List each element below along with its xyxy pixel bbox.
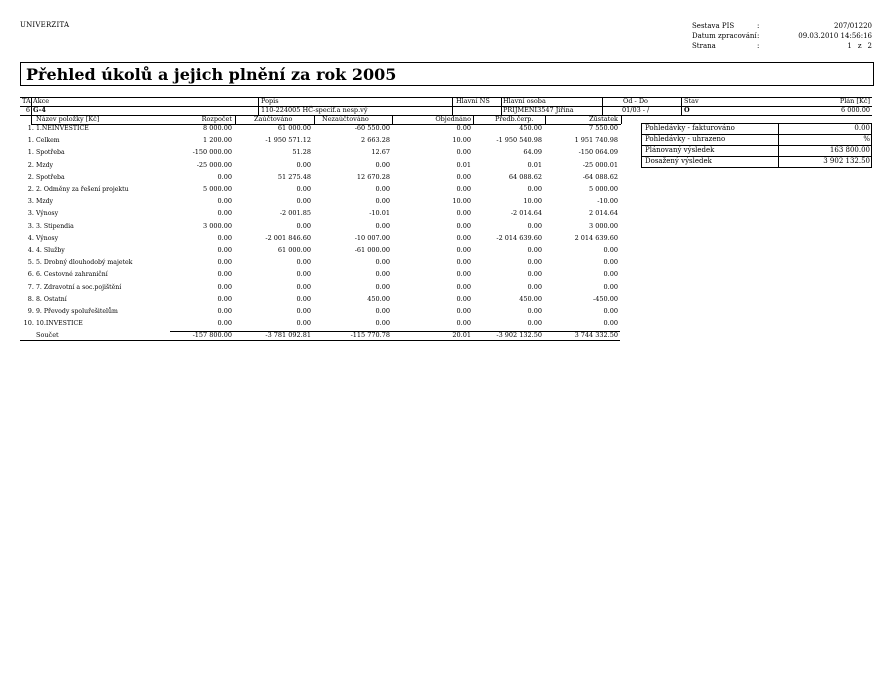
- posted-value: 0.00: [296, 185, 311, 193]
- unposted-value: 0.00: [375, 270, 390, 279]
- ordered-value: 0.00: [456, 148, 471, 157]
- cell-popis: 110-224005 HČ-specif.a nesp.vý: [261, 106, 368, 114]
- posted-value: -2 001.85: [279, 209, 311, 218]
- prelim-value: 450.00: [519, 124, 542, 132]
- col-header-od-do: Od - Do: [623, 97, 648, 105]
- item-name: 1.NEINVESTICE: [36, 125, 89, 132]
- page-of: z: [857, 42, 862, 50]
- ordered-value: 0.00: [456, 124, 471, 132]
- unposted-value: 0.00: [375, 258, 390, 267]
- ordered-value: 0.00: [456, 246, 471, 254]
- row-number: 5.: [27, 258, 34, 267]
- row-number: 6.: [27, 270, 34, 279]
- row-number: 10.: [23, 319, 34, 328]
- col-header-ta: TA: [22, 97, 31, 105]
- prelim-value: -2 014 639.60: [496, 233, 542, 242]
- summary-value: %: [863, 135, 870, 143]
- posted-value: -2 001 846.60: [265, 233, 311, 242]
- balance-value: 0.00: [603, 246, 618, 254]
- item-name: Mzdy: [36, 161, 54, 169]
- item-name: Mzdy: [36, 198, 54, 206]
- item-name: 5. Drobný dlouhodobý majetek: [36, 259, 133, 267]
- meta-label: Strana: [692, 42, 716, 50]
- unposted-value: -60 550.00: [354, 124, 390, 132]
- prelim-value: 0.00: [527, 319, 542, 328]
- prelim-value: 0.00: [527, 307, 542, 315]
- prelim-value: -2 014.64: [510, 209, 542, 218]
- unposted-value: 0.00: [375, 185, 390, 193]
- prelim-value: 0.00: [527, 282, 542, 291]
- ordered-value: 0.00: [456, 319, 471, 328]
- posted-value: 0.00: [296, 197, 311, 206]
- unposted-value: 12.67: [371, 148, 390, 157]
- col-header-nazev: Název položky [Kč]: [36, 115, 100, 123]
- ordered-value: 0.00: [456, 282, 471, 291]
- col-header-predb-cerp: Předb.čerp.: [495, 115, 534, 123]
- unposted-value: -61 000.00: [354, 246, 390, 254]
- budget-value: -150 000.00: [192, 148, 232, 157]
- budget-value: 0.00: [217, 197, 232, 206]
- prelim-value: -1 950 540.98: [496, 136, 542, 145]
- item-name: 7. Zdravotní a soc.pojištění: [36, 283, 122, 291]
- cell-od-do: 01/03 - /: [622, 106, 650, 114]
- meta-value: 207/01220: [834, 22, 872, 30]
- col-header-rozpocet: Rozpočet: [201, 115, 232, 123]
- posted-value: 61 000.00: [277, 246, 311, 254]
- prelim-value: 0.00: [527, 270, 542, 279]
- budget-value: 0.00: [217, 307, 232, 315]
- budget-value: 0.00: [217, 319, 232, 328]
- row-number: 2.: [27, 160, 34, 169]
- col-header-hlavni-ns: Hlavní NS: [456, 97, 490, 105]
- balance-value: 0.00: [603, 270, 618, 279]
- posted-value: 51 275.48: [277, 172, 311, 181]
- col-header-hlavni-osoba: Hlavní osoba: [503, 97, 546, 105]
- prelim-value: 0.00: [527, 221, 542, 230]
- row-number: 4.: [27, 233, 34, 242]
- summary-value: 163 800.00: [829, 146, 870, 154]
- col-header-plan: Plán [Kč]: [839, 97, 870, 105]
- item-name: 9. Převody spoluřešitelům: [36, 308, 118, 315]
- balance-value: 1 951 740.98: [574, 136, 618, 145]
- row-number: 3.: [27, 209, 34, 218]
- meta-row-report: [692, 21, 872, 31]
- total-label: Součet: [36, 331, 59, 339]
- prelim-value: 0.00: [527, 246, 542, 254]
- row-number: 7.: [27, 282, 34, 291]
- cell-hlavni-osoba: PRIJMENI3547 Jiřina: [503, 106, 574, 114]
- total-zauctovano: -3 781 092.81: [265, 331, 311, 339]
- prelim-value: 450.00: [519, 294, 542, 303]
- item-name: 8. Ostatní: [36, 295, 67, 303]
- unposted-value: -10.01: [369, 209, 390, 218]
- unposted-value: 0.00: [375, 160, 390, 169]
- ordered-value: 0.00: [456, 270, 471, 279]
- row-number: 2.: [27, 185, 34, 193]
- item-name: Výnosy: [36, 234, 59, 242]
- row-number: 4.: [27, 246, 34, 254]
- ordered-value: 0.01: [456, 160, 471, 169]
- row-number: 9.: [27, 307, 34, 315]
- budget-value: 0.00: [217, 294, 232, 303]
- item-name: 10.INVESTICE: [36, 320, 83, 328]
- balance-value: -450.00: [593, 294, 618, 303]
- summary-label: Pohledávky - fakturováno: [645, 124, 735, 132]
- budget-value: 3 000.00: [203, 221, 232, 230]
- posted-value: 0.00: [296, 160, 311, 169]
- report-meta: [692, 21, 872, 51]
- row-number: 1.: [27, 136, 34, 145]
- posted-value: -1 950 571.12: [265, 136, 311, 145]
- item-name: Spotřeba: [36, 149, 65, 157]
- unposted-value: -10 007.00: [354, 233, 390, 242]
- row-number: 8.: [27, 294, 34, 303]
- balance-value: 5 000.00: [589, 185, 618, 193]
- summary-value: 3 902 132.50: [823, 157, 870, 165]
- col-header-zustatek: Zůstatek: [589, 115, 618, 123]
- posted-value: 0.00: [296, 294, 311, 303]
- balance-value: 2 014 639.60: [574, 233, 618, 242]
- ordered-value: 0.00: [456, 258, 471, 267]
- unposted-value: 0.00: [375, 282, 390, 291]
- budget-value: -25 000.00: [196, 160, 232, 169]
- col-header-akce: Akce: [33, 97, 50, 105]
- summary-label: Dosažený výsledek: [645, 157, 712, 165]
- unposted-value: 2 663.28: [361, 136, 390, 145]
- ordered-value: 0.00: [456, 294, 471, 303]
- budget-value: 0.00: [217, 270, 232, 279]
- total-nezauctovano: -115 770.78: [350, 331, 390, 339]
- balance-value: 0.00: [603, 319, 618, 328]
- posted-value: 0.00: [296, 282, 311, 291]
- posted-value: 0.00: [296, 258, 311, 267]
- ordered-value: 0.00: [456, 233, 471, 242]
- cell-stav: O: [684, 106, 690, 114]
- ordered-value: 0.00: [456, 185, 471, 193]
- row-number: 1.: [27, 124, 34, 132]
- cell-akce: G-4: [33, 106, 46, 114]
- meta-value: 09.03.2010 14:56:16: [798, 32, 872, 40]
- row-number: 1.: [27, 148, 34, 157]
- balance-value: -25 000.01: [582, 160, 618, 169]
- ordered-value: 10.00: [452, 136, 471, 145]
- posted-value: 0.00: [296, 221, 311, 230]
- budget-value: 1 200.00: [203, 136, 232, 145]
- page-total: 2: [867, 42, 872, 50]
- item-name: 6. Cestovné zahraniční: [36, 271, 108, 279]
- col-header-zauctovano: Zaúčtováno: [254, 115, 293, 123]
- prelim-value: 0.00: [527, 185, 542, 193]
- unposted-value: 0.00: [375, 307, 390, 315]
- item-name: Celkem: [36, 137, 60, 145]
- unposted-value: 0.00: [375, 197, 390, 206]
- organization-name: UNIVERZITA: [20, 21, 70, 29]
- row-number: 2.: [27, 172, 34, 181]
- meta-label: Datum zpracování: [692, 32, 757, 40]
- meta-label: Sestava PIS: [692, 22, 735, 30]
- budget-value: 0.00: [217, 209, 232, 218]
- ordered-value: 10.00: [452, 197, 471, 206]
- title-box: [20, 62, 874, 86]
- cell-ta: 6: [25, 106, 30, 114]
- budget-value: 0.00: [217, 258, 232, 267]
- meta-row-date: [692, 31, 872, 41]
- summary-label: Plánovaný výsledek: [645, 146, 715, 154]
- col-header-objednano: Objednáno: [435, 115, 471, 123]
- budget-value: 0.00: [217, 233, 232, 242]
- prelim-value: 0.00: [527, 258, 542, 267]
- item-name: 4. Služby: [36, 247, 65, 254]
- balance-value: 2 014.64: [589, 209, 618, 218]
- unposted-value: 12 670.28: [356, 172, 390, 181]
- balance-value: 0.00: [603, 307, 618, 315]
- posted-value: 0.00: [296, 319, 311, 328]
- posted-value: 61 000.00: [277, 124, 311, 132]
- page-title: Přehled úkolů a jejich plnění za rok 2005: [26, 65, 397, 84]
- budget-value: 8 000.00: [203, 124, 232, 132]
- total-objednano: 20.01: [452, 331, 471, 339]
- row-number: 3.: [27, 221, 34, 230]
- item-name: Spotřeba: [36, 173, 65, 181]
- balance-value: -10.00: [597, 197, 618, 206]
- page-numbers: [781, 41, 872, 51]
- item-name: 2. Odměny za řešení projektu: [36, 186, 129, 193]
- prelim-value: 0.01: [527, 160, 542, 169]
- balance-value: 0.00: [603, 258, 618, 267]
- budget-value: 0.00: [217, 246, 232, 254]
- meta-sep: :: [757, 42, 760, 50]
- ordered-value: 0.00: [456, 172, 471, 181]
- ordered-value: 0.00: [456, 221, 471, 230]
- balance-value: 3 000.00: [589, 221, 618, 230]
- budget-value: 5 000.00: [203, 185, 232, 193]
- balance-value: -150 064.09: [578, 148, 618, 157]
- ordered-value: 0.00: [456, 307, 471, 315]
- row-number: 3.: [27, 197, 34, 206]
- prelim-value: 64 088.62: [508, 172, 542, 181]
- summary-value: 0.00: [854, 124, 870, 132]
- total-rozpocet: -157 800.00: [192, 331, 232, 339]
- budget-value: 0.00: [217, 282, 232, 291]
- total-zustatek: 3 744 332.50: [574, 331, 618, 339]
- col-header-popis: Popis: [261, 97, 279, 105]
- prelim-value: 64.09: [523, 148, 542, 157]
- prelim-value: 10.00: [523, 197, 542, 206]
- cell-plan: 6 000.00: [841, 106, 870, 114]
- summary-label: Pohledávky - uhrazeno: [645, 135, 726, 143]
- meta-row-page: [692, 41, 872, 51]
- balance-value: 7 550.00: [589, 124, 618, 132]
- unposted-value: 0.00: [375, 221, 390, 230]
- unposted-value: 450.00: [367, 294, 390, 303]
- col-header-stav: Stav: [684, 97, 699, 105]
- meta-sep: :: [757, 22, 760, 30]
- posted-value: 0.00: [296, 307, 311, 315]
- meta-sep: :: [757, 32, 760, 40]
- posted-value: 51.28: [292, 148, 311, 157]
- total-predb-cerp: -3 902 132.50: [496, 331, 542, 339]
- item-name: 3. Stipendia: [36, 222, 74, 230]
- unposted-value: 0.00: [375, 319, 390, 328]
- item-name: Výnosy: [36, 210, 59, 218]
- budget-value: 0.00: [217, 172, 232, 181]
- balance-value: 0.00: [603, 282, 618, 291]
- page-current: 1: [847, 42, 852, 50]
- balance-value: -64 088.62: [582, 172, 618, 181]
- posted-value: 0.00: [296, 270, 311, 279]
- col-header-nezauctovano: Nezaúčtováno: [322, 115, 369, 123]
- ordered-value: 0.00: [456, 209, 471, 218]
